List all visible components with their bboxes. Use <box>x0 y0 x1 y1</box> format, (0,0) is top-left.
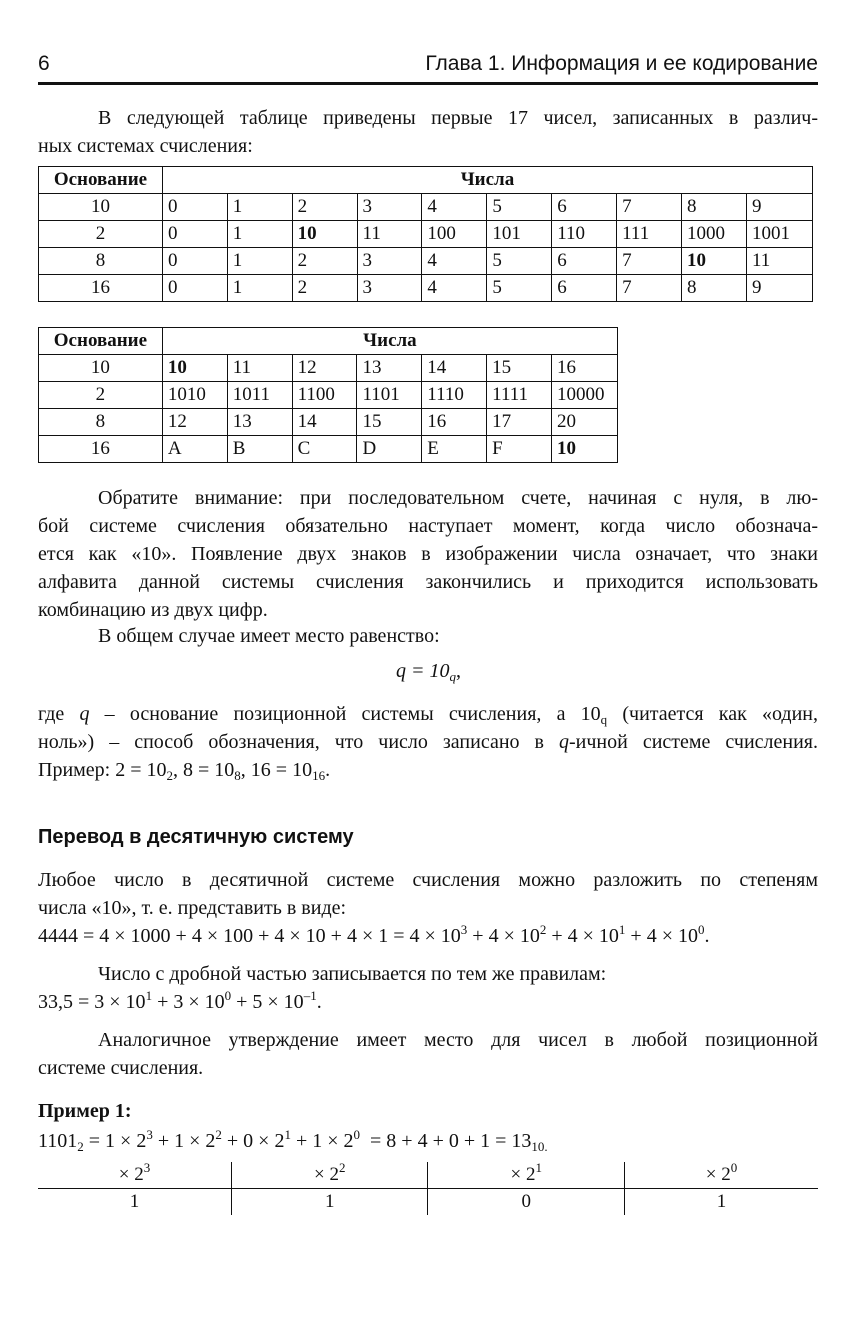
cell: A <box>162 436 227 463</box>
text: + 1 × 2 <box>152 1130 216 1152</box>
cell: E <box>422 436 487 463</box>
cell: 110 <box>552 221 617 248</box>
text: + 3 × 10 <box>152 991 225 1013</box>
sup: 0 <box>224 988 232 1003</box>
power-value: 0 <box>428 1189 625 1216</box>
text: × 2 <box>314 1164 339 1185</box>
text: × 2 <box>705 1164 731 1185</box>
row-base: 10 <box>39 194 163 221</box>
text: = 1 × 2 <box>83 1130 147 1152</box>
powers-table <box>38 1162 818 1215</box>
text: . <box>316 991 322 1013</box>
cell: 16 <box>422 409 487 436</box>
text: + 4 × 10 <box>467 925 540 947</box>
sub: 10. <box>531 1139 548 1154</box>
table-row <box>39 436 618 463</box>
table-row <box>39 221 813 248</box>
cell: 6 <box>552 248 617 275</box>
numbers-header: Числа <box>162 328 617 355</box>
fraction-paragraph <box>38 960 818 1016</box>
cell: 10000 <box>552 382 618 409</box>
cell-highlight: 10 <box>682 248 747 275</box>
text: 4444 = 4 × 1000 + 4 × 100 + 4 × 10 + 4 × 1 = 4 × 10 <box>38 925 461 947</box>
cell: 8 <box>682 275 747 302</box>
var-q: q <box>79 703 90 725</box>
chapter-title: Глава 1. Информация и ее кодирование <box>425 52 818 75</box>
decimal-line-2: числа «10», т. е. представить в виде: <box>38 897 347 919</box>
table-row <box>39 382 618 409</box>
example-equation <box>38 1127 818 1155</box>
text: , 8 = 10 <box>173 759 235 781</box>
fraction-equation <box>38 988 818 1016</box>
cell: 7 <box>617 275 682 302</box>
cell: 12 <box>162 409 227 436</box>
running-header <box>38 50 818 85</box>
cell: 4 <box>422 275 487 302</box>
row-base: 16 <box>39 275 163 302</box>
cell: 1001 <box>746 221 812 248</box>
numbers-table-2 <box>38 327 618 463</box>
cell: 11 <box>227 355 292 382</box>
cell: 5 <box>487 194 552 221</box>
cell: 3 <box>357 275 422 302</box>
sup: 2 <box>215 1127 222 1142</box>
cell: 9 <box>746 275 812 302</box>
cell: 1101 <box>357 382 422 409</box>
note-line-4: алфавита данной системы счисления закончились и приходится использовать <box>38 571 818 593</box>
row-base: 2 <box>39 221 163 248</box>
cell: 11 <box>357 221 422 248</box>
sup: 1 <box>618 922 626 937</box>
cell: 9 <box>746 194 812 221</box>
power-header <box>428 1162 625 1189</box>
sup: 3 <box>146 1127 153 1142</box>
formula-lhs: q = 10 <box>396 660 450 682</box>
power-header <box>38 1162 231 1189</box>
cell: 6 <box>552 275 617 302</box>
fraction-line-1: Число с дробной частью записывается по тем же правилам: <box>98 963 607 985</box>
table-row <box>38 1162 818 1189</box>
sub: 16 <box>312 768 326 783</box>
base-header: Основание <box>39 328 163 355</box>
sup: 0 <box>697 922 705 937</box>
note-line-2: бой системе счисления обязательно наступает момент, когда число обознача- <box>38 515 818 537</box>
text: (читается как «один, <box>607 703 818 725</box>
cell: 6 <box>552 194 617 221</box>
sup: 3 <box>143 1160 151 1175</box>
cell: 1000 <box>682 221 747 248</box>
cell: 13 <box>227 409 292 436</box>
cell: 0 <box>162 221 227 248</box>
numbers-table-1 <box>38 166 813 302</box>
text: + 4 × 10 <box>625 925 698 947</box>
cell-highlight: 10 <box>552 436 618 463</box>
cell: 20 <box>552 409 618 436</box>
text: -ичной системе счисления. <box>568 731 819 753</box>
row-base: 10 <box>39 355 163 382</box>
where-line-2 <box>38 728 818 756</box>
text: + 5 × 10 <box>231 991 304 1013</box>
cell: 3 <box>357 248 422 275</box>
note-paragraph <box>38 484 818 624</box>
text: + 4 × 10 <box>546 925 619 947</box>
power-value: 1 <box>624 1189 818 1216</box>
text: + 1 × 2 <box>290 1130 354 1152</box>
numbers-header: Числа <box>162 167 812 194</box>
cell: 5 <box>487 275 552 302</box>
power-header <box>231 1162 428 1189</box>
general-paragraph: В общем случае имеет место равенство: <box>98 625 440 647</box>
cell: 16 <box>552 355 618 382</box>
base-header: Основание <box>39 167 163 194</box>
table-row <box>39 248 813 275</box>
analog-paragraph <box>38 1026 818 1082</box>
cell: 1 <box>227 194 292 221</box>
sup: 2 <box>539 922 547 937</box>
cell-highlight: 10 <box>292 221 357 248</box>
row-base: 8 <box>39 409 163 436</box>
example-title: Пример 1: <box>38 1100 132 1122</box>
formula-tail: , <box>456 660 461 682</box>
power-value: 1 <box>231 1189 428 1216</box>
sup: 3 <box>460 922 468 937</box>
cell: 15 <box>487 355 552 382</box>
cell: 111 <box>617 221 682 248</box>
sub: 2 <box>166 768 174 783</box>
formula-sub: q <box>449 669 456 684</box>
text: = 8 + 4 + 0 + 1 = 13 <box>360 1130 532 1152</box>
cell: 2 <box>292 248 357 275</box>
text: где <box>38 703 80 725</box>
cell: 8 <box>682 194 747 221</box>
cell-highlight: 10 <box>162 355 227 382</box>
cell: 12 <box>292 355 357 382</box>
cell: 11 <box>746 248 812 275</box>
sup: –1 <box>303 988 317 1003</box>
power-header <box>624 1162 818 1189</box>
text: 1101 <box>38 1130 78 1152</box>
cell: 0 <box>162 248 227 275</box>
sub: 8 <box>234 768 241 783</box>
cell: 3 <box>357 194 422 221</box>
cell: 4 <box>422 248 487 275</box>
table-row <box>39 409 618 436</box>
text: + 0 × 2 <box>221 1130 285 1152</box>
cell: B <box>227 436 292 463</box>
sub-q: q <box>600 712 608 727</box>
cell: 7 <box>617 248 682 275</box>
cell: 0 <box>162 275 227 302</box>
cell: 14 <box>422 355 487 382</box>
text: – основание позиционной системы счисления, а 10 <box>89 703 601 725</box>
cell: 100 <box>422 221 487 248</box>
decimal-equation <box>38 922 818 950</box>
sup: 1 <box>145 988 153 1003</box>
formula-q <box>0 660 857 683</box>
text: Пример: 2 = 10 <box>38 759 167 781</box>
cell: 1 <box>227 275 292 302</box>
cell: 0 <box>162 194 227 221</box>
section-title: Перевод в десятичную систему <box>38 826 354 848</box>
text: × 2 <box>118 1164 144 1185</box>
intro-line-1: В следующей таблице приведены первые 17 чисел, записанных в различ- <box>98 107 818 129</box>
cell: 7 <box>617 194 682 221</box>
sup: 2 <box>338 1160 346 1175</box>
cell: 4 <box>422 194 487 221</box>
cell: 2 <box>292 194 357 221</box>
var-q: q <box>558 731 569 753</box>
sub: 2 <box>77 1139 84 1154</box>
cell: 1111 <box>487 382 552 409</box>
row-base: 8 <box>39 248 163 275</box>
cell: 2 <box>292 275 357 302</box>
where-example <box>38 756 818 784</box>
note-line-3: ется как «10». Появление двух знаков в изображении числа означает, что знаки <box>38 543 818 565</box>
page-number: 6 <box>38 52 50 75</box>
cell: 1010 <box>162 382 227 409</box>
decimal-paragraph <box>38 866 818 950</box>
sup: 1 <box>284 1127 291 1142</box>
power-value: 1 <box>38 1189 231 1216</box>
intro-line-2: ных системах счисления: <box>38 135 253 157</box>
where-paragraph <box>38 700 818 784</box>
decimal-line-1: Любое число в десятичной системе счисления можно разложить по степеням <box>38 869 818 891</box>
cell: F <box>487 436 552 463</box>
table-row <box>39 194 813 221</box>
text: . <box>325 759 331 781</box>
where-line-1 <box>38 700 818 728</box>
text: ноль») – способ обозначения, что число записано в <box>38 731 559 753</box>
intro-paragraph <box>38 104 818 160</box>
text: × 2 <box>510 1164 536 1185</box>
note-line-5: комбинацию из двух цифр. <box>38 599 268 621</box>
note-line-1: Обратите внимание: при последовательном счете, начиная с нуля, в лю- <box>98 487 818 509</box>
cell: 1110 <box>422 382 487 409</box>
table-row <box>38 1189 818 1216</box>
cell: 1 <box>227 221 292 248</box>
cell: C <box>292 436 357 463</box>
analog-line-2: системе счисления. <box>38 1057 204 1079</box>
sup: 0 <box>353 1127 361 1142</box>
text: , 16 = 10 <box>240 759 313 781</box>
cell: 1011 <box>227 382 292 409</box>
analog-line-1: Аналогичное утверждение имеет место для чисел в любой позиционной <box>98 1029 818 1051</box>
cell: 17 <box>487 409 552 436</box>
cell: 14 <box>292 409 357 436</box>
sup: 0 <box>730 1160 738 1175</box>
row-base: 2 <box>39 382 163 409</box>
table-row <box>39 275 813 302</box>
cell: 101 <box>487 221 552 248</box>
cell: 1100 <box>292 382 357 409</box>
sup: 1 <box>535 1160 542 1175</box>
text: . <box>704 925 710 947</box>
cell: 1 <box>227 248 292 275</box>
cell: 5 <box>487 248 552 275</box>
cell: D <box>357 436 422 463</box>
cell: 13 <box>357 355 422 382</box>
cell: 15 <box>357 409 422 436</box>
row-base: 16 <box>39 436 163 463</box>
table-row <box>39 355 618 382</box>
text: 33,5 = 3 × 10 <box>38 991 146 1013</box>
